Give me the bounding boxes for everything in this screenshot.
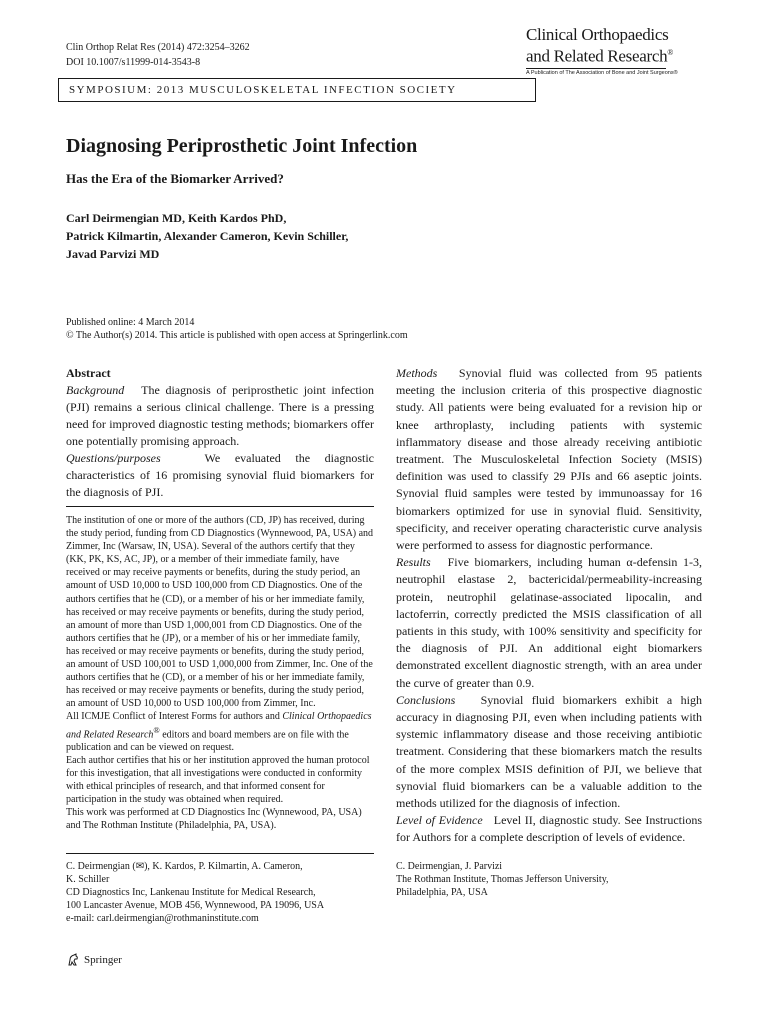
journal-name: Clinical Orthopaedics and Related Research	[66, 711, 372, 740]
affiliations-left	[66, 860, 374, 925]
abstract-background	[66, 382, 374, 450]
affiliation-line: C. Deirmengian (✉), K. Kardos, P. Kilmartin, A. Cameron,	[66, 861, 303, 872]
symposium-banner: SYMPOSIUM: 2013 MUSCULOSKELETAL INFECTION SOCIETY	[58, 78, 536, 102]
footnote-divider	[66, 506, 374, 507]
author-line: Patrick Kilmartin, Alexander Cameron, Kevin Schiller,	[66, 229, 349, 243]
citation: Clin Orthop Relat Res (2014) 472:3254–3262	[66, 42, 250, 53]
journal-subtitle: A Publication of The Association of Bone and Joint Surgeons®	[526, 69, 678, 76]
author-list	[66, 209, 426, 263]
results-text: Five biomarkers, including human α-defensin 1-3, neutrophil elastase 2, bactericidal/permeability-increasing protein, neutrophil gelatinase-associated lipocalin, and lactoferrin, correctly predicted the MSIS classification of all patients in this study, with 100% sensitivity and specificity for the diagnosis of PJI. An additional eight biomarkers demonstrated excellent diagnostic strength, with an area under the curve of greater than 0.9.	[396, 555, 702, 690]
copyright-line: © The Author(s) 2014. This article is published with open access at Springerlink.com	[66, 330, 408, 341]
affiliation-line: Philadelphia, PA, USA	[396, 887, 488, 898]
abstract-left-column	[66, 365, 374, 501]
journal-title-line2: and Related Research	[526, 46, 668, 66]
icmje-text: All ICMJE Conflict of Interest Forms for authors and Clinical Orthopaedics and Related Research® editors and board members are on file with the publication and can be viewed on request.	[66, 711, 372, 753]
level-text: Level II, diagnostic study. See Instructions for Authors for a complete description of levels of evidence.	[396, 813, 703, 845]
abstract-heading: Abstract	[66, 366, 111, 380]
affiliation-line: K. Schiller	[66, 874, 110, 885]
conclusions-text: Synovial fluid biomarkers exhibit a high accuracy in diagnosing PJI, even when including patients with systemic inflammatory disease and those receiving antibiotic treatment. Considering that these biomarkers match the results of the more complex MSIS definition of PJI, we believe that synovial fluid biomarkers can be a valuable addition to the methods utilized for the diagnosis of infection.	[396, 692, 703, 811]
author-line: Carl Deirmengian MD, Keith Kardos PhD,	[66, 211, 287, 225]
abstract-right-column	[396, 365, 702, 847]
abstract-level	[396, 812, 702, 846]
affiliation-divider	[66, 853, 374, 854]
questions-label: Questions/purposes	[66, 451, 161, 465]
affiliation-line: C. Deirmengian, J. Parvizi	[396, 861, 503, 872]
background-text: The diagnosis of periprosthetic joint infection (PJI) remains a serious clinical challenge. There is a pressing need for improved diagnostic testing methods; biomarkers offer one potentially promising approach.	[66, 383, 374, 448]
disclosure-text: The institution of one or more of the authors (CD, JP) has received, during the study period, funding from CD Diagnostics (Wynnewood, PA, USA) and Zimmer, Inc (Warsaw, IN, USA). Several of the authors certify that they (KK, PK, KS, AC, JP), or a member of their immediate family, have received or may receive payments or benefits, during the study period, an amount of USD 10,000 to USD 100,000 from CD Diagnostics. One of the authors certifies that he (CD), or a member of his or her immediate family, has received or may receive payments or benefits, during the study period, an amount of more than USD 1,000,001 from CD Diagnostics. One of the authors certifies that he (JP), or a member of his or her immediate family, has received or may receive payments or benefits, during the study period, an amount of USD 100,001 to USD 1,000,000 from Zimmer, Inc. One of the authors certifies that he (CD), or a member of his or her immediate family, has received or may receive payments or benefits, during the study period, an amount of USD 10,000 to USD 100,000 from Zimmer, Inc.	[66, 515, 374, 710]
affiliation-line: 100 Lancaster Avenue, MOB 456, Wynnewood, PA 19096, USA	[66, 900, 325, 911]
abstract-questions	[66, 450, 374, 501]
abstract-conclusions	[396, 692, 702, 812]
doi: DOI 10.1007/s11999-014-3543-8	[66, 57, 201, 68]
ethics-text: Each author certifies that his or her institution approved the human protocol for this investigation, that all investigations were conducted in conformity with ethical principles of research, and that informed consent for participation in the study was obtained when required.	[66, 755, 370, 806]
article-subtitle: Has the Era of the Biomarker Arrived?	[66, 171, 284, 186]
level-label: Level of Evidence	[396, 813, 483, 828]
publisher-name: Springer	[84, 954, 122, 966]
methods-text: Synovial fluid was collected from 95 patients meeting the inclusion criteria of this prospective diagnostic study. All patients were being evaluated for a revision hip or knee arthroplasty, including patients with systemic inflammatory disease and those already receiving antibiotic treatment. The Musculoskeletal Infection Society (MSIS) definition was used to classify 29 PJIs and 66 aseptic joints. Synovial fluid samples were tested by immunoassay for 16 biomarkers optimized for use in synovial fluid. Sensitivity, specificity, and receiver operating characteristic curve analysis were performed to assess for diagnostic performance.	[396, 366, 703, 553]
conclusions-label: Conclusions	[396, 692, 456, 707]
background-label: Background	[66, 383, 125, 397]
questions-text: We evaluated the diagnostic characteristics of 16 promising synovial fluid biomarkers for the diagnosis of PJI.	[66, 451, 375, 499]
journal-logo	[526, 26, 702, 77]
methods-label: Methods	[396, 366, 438, 380]
affiliations-right	[396, 860, 702, 899]
footnote-block	[66, 514, 374, 833]
affiliation-line: CD Diagnostics Inc, Lankenau Institute for Medical Research,	[66, 887, 316, 898]
registered-mark: ®	[667, 48, 674, 57]
author-line: Javad Parvizi MD	[66, 247, 160, 261]
publisher-footer	[66, 953, 122, 967]
springer-horse-icon	[66, 953, 80, 967]
publication-info	[66, 316, 408, 342]
citation-block	[66, 40, 250, 70]
results-label: Results	[396, 555, 431, 570]
published-date: Published online: 4 March 2014	[66, 317, 195, 328]
article-title: Diagnosing Periprosthetic Joint Infection	[66, 135, 418, 157]
affiliation-line: The Rothman Institute, Thomas Jefferson University,	[396, 874, 609, 885]
journal-title-line1: Clinical Orthopaedics	[526, 25, 669, 44]
performed-text: This work was performed at CD Diagnostics Inc (Wynnewood, PA, USA) and The Rothman Institute (Philadelphia, PA, USA).	[66, 807, 362, 832]
corresponding-email[interactable]: e-mail: carl.deirmengian@rothmaninstitute.com	[66, 913, 259, 924]
abstract-methods	[396, 365, 702, 554]
abstract-results	[396, 554, 702, 692]
